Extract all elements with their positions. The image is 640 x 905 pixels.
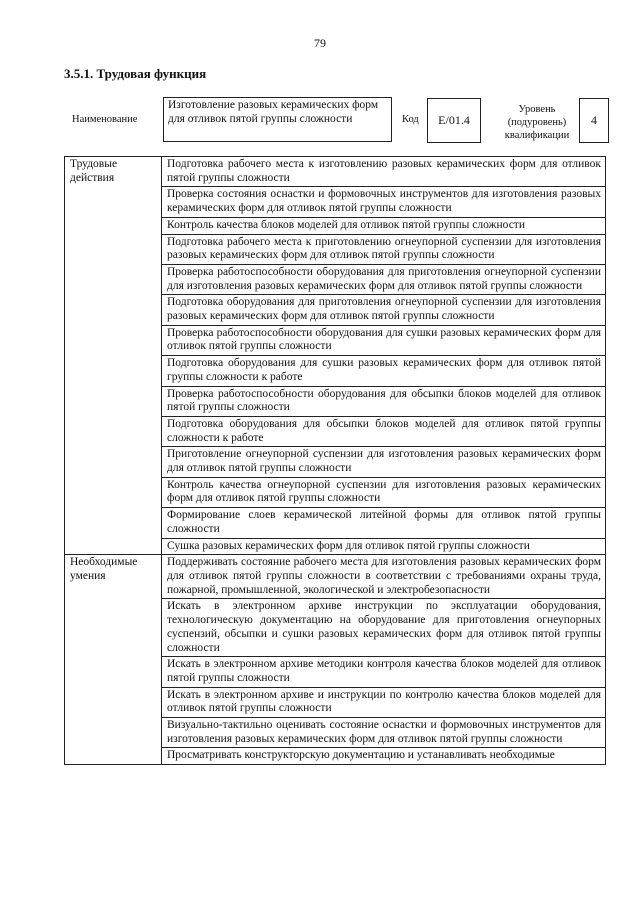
table-cell-item: Формирование слоев керамической литейной формы для отливок пятой группы сложности	[162, 508, 606, 538]
table-cell-item: Контроль качества блоков моделей для отливок пятой группы сложности	[162, 217, 606, 234]
function-name-box: Изготовление разовых керамических форм для отливок пятой группы сложности	[163, 97, 392, 142]
table-row	[65, 555, 606, 599]
section-label: Трудовые действия	[65, 157, 162, 555]
section-label: Необходимые умения	[65, 555, 162, 765]
level-label-line: Уровень	[518, 104, 556, 115]
code-label: Код	[402, 114, 419, 125]
table-cell-item: Искать в электронном архиве методики контроля качества блоков моделей для отливок пятой группы сложности	[162, 657, 606, 687]
table-cell-item: Проверка работоспособности оборудования для приготовления огнеупорной суспензии для изготовления разовых керамических форм для отливок пятой группы сложности	[162, 264, 606, 294]
table-cell-item: Подготовка оборудования для обсыпки блоков моделей для отливок пятой группы сложности к работе	[162, 416, 606, 446]
table-cell-item: Искать в электронном архиве инструкции по эксплуатации оборудования, технологическую документацию на оборудование для приготовления огнеупорных суспензий, обсыпки и сушки разовых керамических форм для отливок пятой группы сложности	[162, 599, 606, 657]
table-cell-item: Контроль качества огнеупорной суспензии для изготовления разовых керамических форм для отливок пятой группы сложности	[162, 477, 606, 507]
level-label-line: (подуровень)	[507, 117, 567, 128]
table-cell-item: Сушка разовых керамических форм для отливок пятой группы сложности	[162, 538, 606, 555]
table-cell-item: Просматривать конструкторскую документацию и устанавливать необходимые	[162, 748, 606, 765]
table-row	[65, 157, 606, 187]
code-value-box: E/01.4	[427, 98, 481, 143]
table-cell-item: Искать в электронном архиве и инструкции по контролю качества блоков моделей для отливок пятой группы сложности	[162, 687, 606, 717]
table-cell-item: Поддерживать состояние рабочего места для изготовления разовых керамических форм для отливок пятой группы сложности в соответствии с требованиями охраны труда, пожарной, промышленной, экологической и электробезопасности	[162, 555, 606, 599]
table-cell-item: Подготовка рабочего места к приготовлению огнеупорной суспензии для изготовления разовых керамических форм для отливок пятой группы сложности	[162, 234, 606, 264]
level-label-line: квалификации	[504, 130, 570, 141]
table-cell-item: Проверка работоспособности оборудования для обсыпки блоков моделей для отливок пятой группы сложности	[162, 386, 606, 416]
page-number: 79	[314, 36, 326, 50]
table-cell-item: Подготовка оборудования для сушки разовых керамических форм для отливок пятой группы сложности к работе	[162, 356, 606, 386]
name-label: Наименование	[72, 114, 138, 125]
section-title: 3.5.1. Трудовая функция	[64, 66, 207, 81]
table-cell-item: Проверка состояния оснастки и формовочных инструментов для изготовления разовых керамических форм для отливок пятой группы сложности	[162, 187, 606, 217]
qualification-level-box: 4	[579, 98, 609, 143]
level-label	[502, 103, 572, 142]
table-cell-item: Визуально-тактильно оценивать состояние оснастки и формовочных инструментов для изготовления разовых керамических форм для отливок пятой группы сложности	[162, 718, 606, 748]
function-table	[64, 156, 606, 765]
table-cell-item: Приготовление огнеупорной суспензии для изготовления разовых керамических форм для отливок пятой группы сложности	[162, 447, 606, 477]
table-cell-item: Проверка работоспособности оборудования для сушки разовых керамических форм для отливок пятой группы сложности	[162, 325, 606, 355]
table-cell-item: Подготовка оборудования для приготовления огнеупорной суспензии для изготовления разовых керамических форм для отливок пятой группы сложности	[162, 295, 606, 325]
table-cell-item: Подготовка рабочего места к изготовлению разовых керамических форм для отливок пятой группы сложности	[162, 157, 606, 187]
